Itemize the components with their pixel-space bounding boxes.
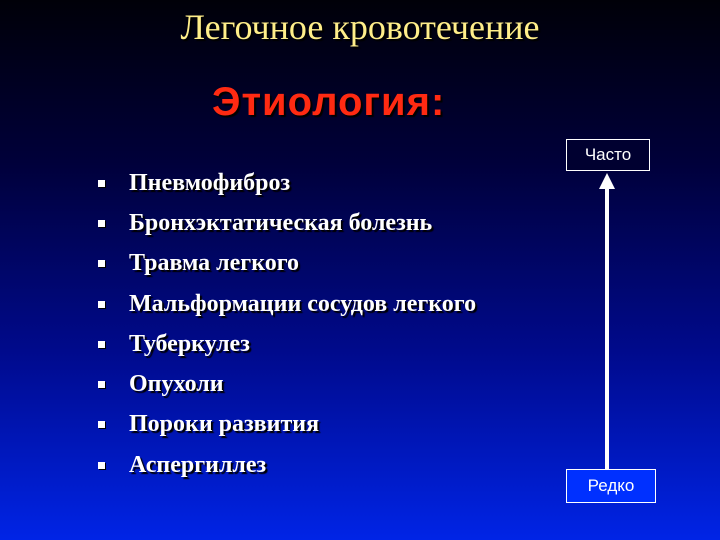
slide-subtitle: Этиология: (212, 80, 446, 124)
list-item-text: Пороки развития (129, 411, 320, 438)
frequency-arrow-head (599, 173, 615, 189)
list-item-text: Опухоли (129, 371, 224, 398)
list-item-text: Травма легкого (129, 250, 300, 277)
list-item-text: Мальформации сосудов легкого (129, 290, 477, 317)
often-label: Часто (566, 139, 650, 171)
list-item-text: Пневмофиброз (129, 169, 291, 196)
list-item-text: Бронхэктатическая болезнь (129, 209, 433, 236)
list-item-text: Туберкулез (129, 330, 250, 357)
list-item-text: Аспергиллез (129, 451, 267, 478)
rarely-label: Редко (566, 469, 656, 503)
slide-title: Легочное кровотечение (180, 7, 540, 47)
